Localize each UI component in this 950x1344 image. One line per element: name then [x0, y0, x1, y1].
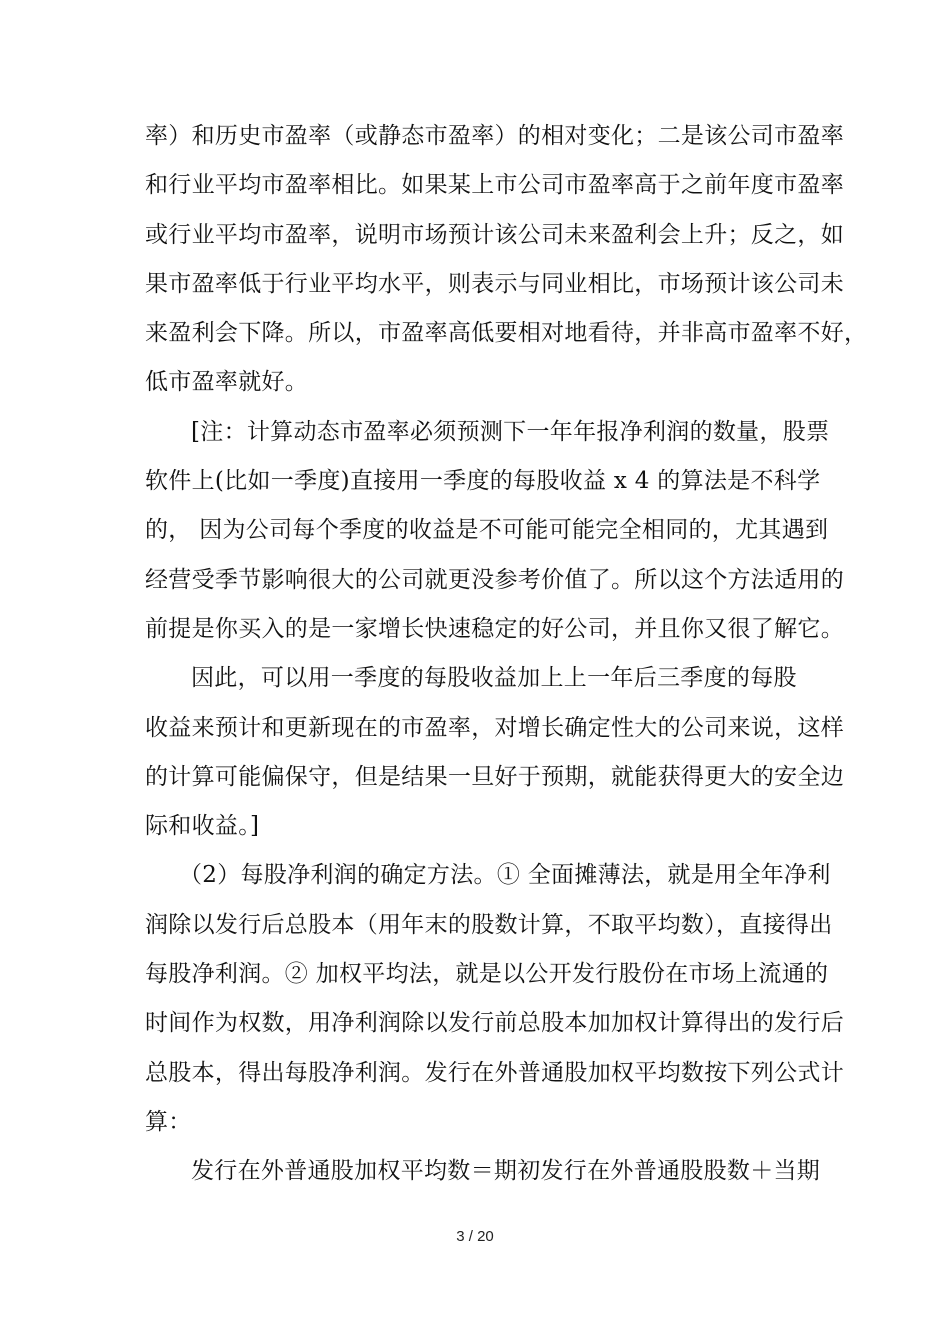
- text-line: 率）和历史市盈率（或静态市盈率）的相对变化；二是该公司市盈率: [145, 123, 844, 149]
- text-line: 发行在外普通股加权平均数＝期初发行在外普通股股数＋当期: [191, 1158, 821, 1185]
- page-number: 3 / 20: [456, 1228, 494, 1245]
- text-line: 的， 因为公司每个季度的收益是不可能可能完全相同的，尤其遇到: [145, 517, 829, 544]
- text-line: 前提是你买入的是一家增长快速稳定的好公司，并且你又很了解它。: [145, 615, 844, 642]
- text-line: 每股净利润。② 加权平均法，就是以公开发行股份在市场上流通的: [145, 961, 829, 988]
- text-line: 时间作为权数，用净利润除以发行前总股本加加权计算得出的发行后: [145, 1010, 844, 1037]
- text-line: 经营受季节影响很大的公司就更没参考价值了。所以这个方法适用的: [145, 566, 844, 593]
- text-line: （2）每股净利润的确定方法。① 全面摊薄法，就是用全年净利: [179, 862, 831, 889]
- text-line: 收益来预计和更新现在的市盈率，对增长确定性大的公司来说，这样: [145, 714, 844, 741]
- text-line: 算：: [145, 1108, 192, 1135]
- text-line: 的计算可能偏保守，但是结果一旦好于预期，就能获得更大的安全边: [145, 763, 844, 790]
- text-line: 果市盈率低于行业平均水平，则表示与同业相比，市场预计该公司未: [145, 270, 844, 297]
- text-line: 润除以发行后总股本（用年末的股数计算，不取平均数），直接得出: [145, 911, 833, 938]
- text-line: 或行业平均市盈率，说明市场预计该公司未来盈利会上升；反之，如: [145, 221, 844, 248]
- text-line: 因此，可以用一季度的每股收益加上上一年后三季度的每股: [191, 665, 797, 692]
- text-line: 和行业平均市盈率相比。如果某上市公司市盈率高于之前年度市盈率: [145, 172, 844, 199]
- text-line: 软件上(比如一季度)直接用一季度的每股收益 x 4 的算法是不科学: [145, 468, 821, 495]
- text-line: 来盈利会下降。所以，市盈率高低要相对地看待，并非高市盈率不好，: [145, 320, 868, 347]
- text-line: 低市盈率就好。: [145, 369, 309, 396]
- text-line: 总股本，得出每股净利润。发行在外普通股加权平均数按下列公式计: [145, 1059, 844, 1086]
- body-text: [145, 112, 868, 1197]
- text-line: [注：计算动态市盈率必须预测下一年年报净利润的数量，股票: [191, 418, 830, 445]
- text-line: 际和收益。]: [145, 813, 260, 840]
